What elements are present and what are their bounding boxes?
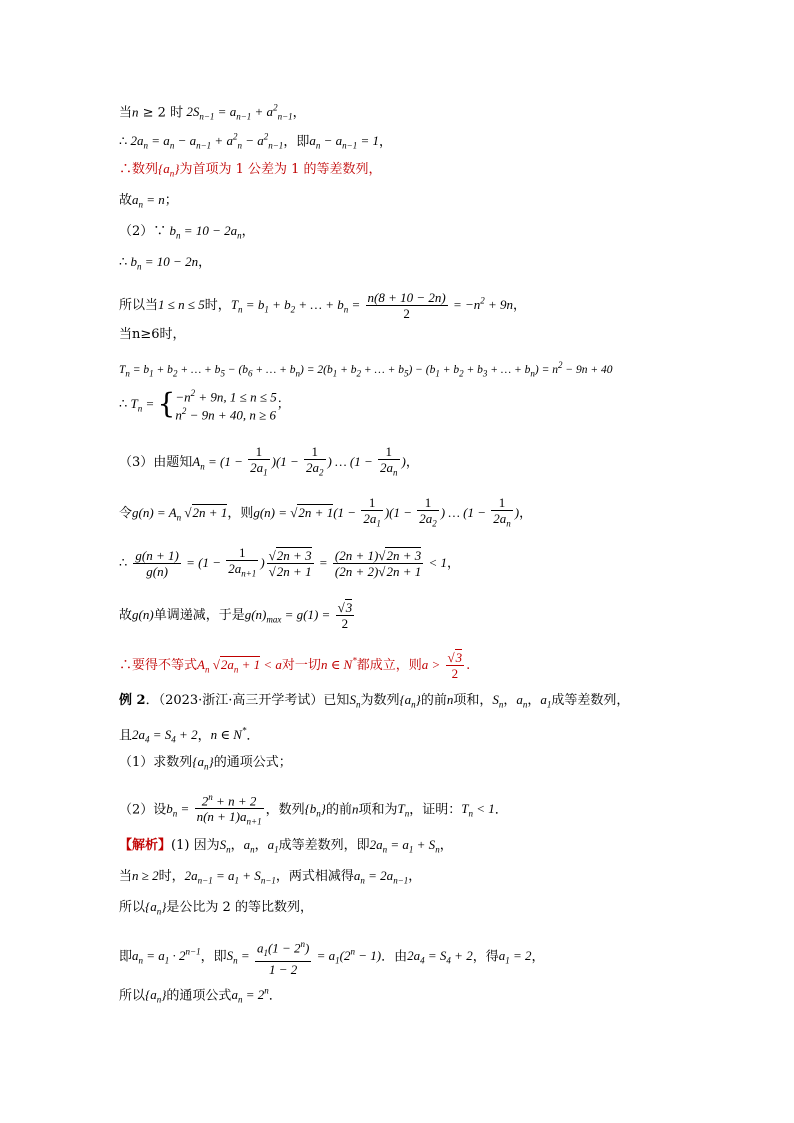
text: 成等差数列，即 — [278, 838, 370, 853]
line-7: 所以当1 ≤ n ≤ 5时，$T_n = b_1 + b_2$ + … + $b_n$ = $\frac{n(8 + 10 - 2n)}{2}$ = $-n^2 + 9n$， — [119, 290, 527, 321]
line-19: （2）设$b_n$ = $\frac{2^n + n + 2}{n(n + 1)a_{n+1}}$ ，数列$\{b_n\}$的前n项和为$T_n$，证明：$T_n < 1$． — [119, 792, 508, 827]
text: 即 — [296, 134, 310, 150]
text: 时 — [170, 105, 184, 121]
text: 时， — [158, 869, 185, 884]
text: ． — [494, 802, 508, 818]
text: ． — [246, 728, 260, 744]
text: ∴要得不等式 — [119, 658, 198, 673]
text: . — [466, 658, 471, 673]
line-5: （2）∵ $b_n = 10 - 2a_n$， — [119, 223, 255, 241]
text: ， — [378, 134, 392, 150]
text: ； — [164, 193, 178, 208]
text: ， — [283, 134, 297, 150]
text: 都成立，则 — [356, 658, 422, 673]
line-23: 即$a_n = a_1 \cdot 2^{n-1}$，即$S_n$ = $\frac{a_1(1 - 2^n)}{1 - 2}$ = $a_1(2^n - 1)$．由$2a_4 = S_4 + 2$，得$a_1 = 2$， — [119, 939, 545, 977]
text: ， — [408, 869, 422, 884]
text: 是公比为 2 的等比数列， — [166, 900, 313, 915]
text: ． — [268, 988, 282, 1004]
text: ∴ — [119, 396, 128, 412]
text: 为首项为 1 公差为 1 的等差数列， — [179, 162, 382, 177]
text: 对一切 — [281, 658, 321, 673]
text: ， — [439, 838, 453, 853]
text: ， — [519, 505, 533, 521]
text: 当 — [119, 105, 133, 121]
text: ， — [198, 255, 212, 270]
text: 为数列 — [360, 693, 400, 708]
text: （3）由题知 — [119, 454, 193, 470]
analysis-label: 【解析】 — [119, 838, 172, 853]
text: ∴ — [119, 134, 128, 150]
line-24: 所以$\{a_n\}$的通项公式$a_n = 2^n$． — [119, 986, 282, 1005]
text: 单调递减，于是 — [153, 608, 245, 623]
text: 故 — [119, 608, 133, 623]
text: ， — [513, 298, 527, 313]
line-20: 【解析】(1) 因为$S_n$，$a_n$，$a_1$成等差数列，即$2a_n = a_1 + S_n$， — [119, 837, 453, 855]
line-18: （1）求数列$\{a_n\}$的通项公式； — [119, 754, 292, 772]
text: ， — [447, 555, 461, 571]
text: ， — [531, 949, 545, 965]
fraction: $\frac{n(8 + 10 - 2n)}{2}$ — [367, 290, 446, 321]
text: ∴ — [119, 255, 128, 270]
text: 所以 — [119, 900, 146, 915]
line-11: （3）由题知$A_n = (1$ − $\frac{1}{2a_1}$ )(1 − $\frac{1}{2a_2}$ ) … (1 − $\frac{1}{2a_n}$ )， — [119, 444, 419, 478]
text: ， — [241, 224, 255, 239]
text: (1) 因为 — [171, 838, 220, 853]
line-1: 当n ≥ 2 时 $2S_{n-1} = a_{n-1} + a^2_{n-1}$， — [119, 103, 306, 122]
text: 时， — [204, 298, 231, 313]
line-3: ∴数列$\{a_n\}$为首项为 1 公差为 1 的等差数列， — [119, 161, 382, 179]
line-15: ∴要得不等式$A_n$ $√2a_n + 1 < a$对一切n ∈ N*都成立，则a > $\frac{√3}{2}$ . — [119, 650, 471, 681]
text: 即 — [213, 949, 227, 965]
text: ∴ — [119, 555, 128, 571]
example-label: 例 2 — [119, 693, 146, 708]
text: 故 — [119, 193, 133, 208]
text: 的通项公式 — [166, 988, 232, 1004]
text: ，则 — [227, 505, 254, 521]
text: 成等差数列， — [551, 693, 630, 708]
cases: $-n^2 + 9n$, 1 ≤ n ≤ 5 $n^2 - 9n + 40$, n ≥ 6 — [175, 388, 277, 423]
text: 所以当 — [119, 298, 159, 313]
text: ， — [405, 454, 419, 470]
line-14: 故g(n)单调递减，于是$g(n)_{max} = g(1)$ = $\frac{√3}{2}$ — [119, 600, 353, 631]
text: 数列 — [132, 162, 159, 177]
text: ∴ — [119, 162, 133, 177]
line-12: 令$g(n) = A_n$ √2n + 1，则g(n) = √2n + 1(1 − $\frac{1}{2a_1}$ )(1 − $\frac{1}{2a_2}$ ) … (1 − $\frac{1}{2a_n}$ )， — [119, 495, 533, 529]
text: ．（2023·浙江·高三开学考试）已知 — [145, 693, 350, 708]
text: 项和， — [453, 693, 493, 708]
text: （1）求数列 — [119, 755, 193, 770]
text: 令 — [119, 505, 133, 521]
text: ，得 — [472, 949, 499, 965]
line-16: 例 2．（2023·浙江·高三开学考试）已知$S_n$为数列$\{a_n\}$的前n项和，$S_n$，$a_n$，$a_1$成等差数列， — [119, 692, 630, 710]
text: 当 — [119, 869, 133, 884]
text: （2） — [119, 224, 154, 239]
line-4: 故$a_n = n$； — [119, 192, 178, 210]
text: （2）设 — [119, 802, 167, 818]
text: ∵ — [153, 224, 167, 239]
text: 当n≥6时， — [119, 327, 186, 342]
text: ．由 — [381, 949, 408, 965]
line-10: ∴ $T_n$ = { $-n^2 + 9n$, 1 ≤ n ≤ 5 $n^2 - 9n + 40$, n ≥ 6 ； — [119, 387, 290, 423]
text: 所以 — [119, 988, 146, 1004]
line-21: 当n ≥ 2时，$2a_{n-1} = a_1 + S_{n-1}$，两式相减得$a_n = 2a_{n-1}$， — [119, 868, 422, 886]
brace: { — [157, 387, 176, 421]
text: ，两式相减得 — [275, 869, 354, 884]
line-22: 所以$\{a_n\}$是公比为 2 的等比数列， — [119, 899, 313, 917]
text: 项和为 — [358, 802, 398, 818]
text: 的前 — [420, 693, 447, 708]
text: ， — [292, 105, 306, 121]
text: ，证明： — [409, 802, 462, 818]
text: 且 — [119, 728, 133, 744]
line-13: ∴ $\frac{g(n + 1)}{g(n)}$ = (1 − $\frac{1}{2a_{n+1}}$ ) $\frac{√2n + 3}{√2n + 1}$ = $\frac{(2n + 1)√2n + 3}{(2n + 2)√2n + 1}$ < 1， — [119, 545, 461, 579]
line-17: 且$2a_4 = S_4 + 2$，n ∈ N*． — [119, 726, 260, 745]
text: 即 — [119, 949, 133, 965]
text: 的前 — [326, 802, 353, 818]
line-8 — [119, 326, 186, 344]
text: ； — [276, 396, 290, 412]
line-9: $T_n = b_1 + b_2$ + … + $b_5 - (b_6$ + … + $b_n) = 2(b_1 + b_2$ + … + $b_5) - (b_1 + b_2 + b_3$ + … + $b_n) = n^2 - 9n + 40$ — [119, 360, 613, 379]
text: ，数列 — [265, 802, 305, 818]
line-6: ∴ $b_n = 10 - 2n$， — [119, 254, 212, 272]
text: 的通项公式； — [213, 755, 292, 770]
line-2: ∴ $2a_n = a_n - a_{n-1} + a^2_n - a^2_{n-1}$，即$a_n - a_{n-1} = 1$， — [119, 132, 392, 151]
